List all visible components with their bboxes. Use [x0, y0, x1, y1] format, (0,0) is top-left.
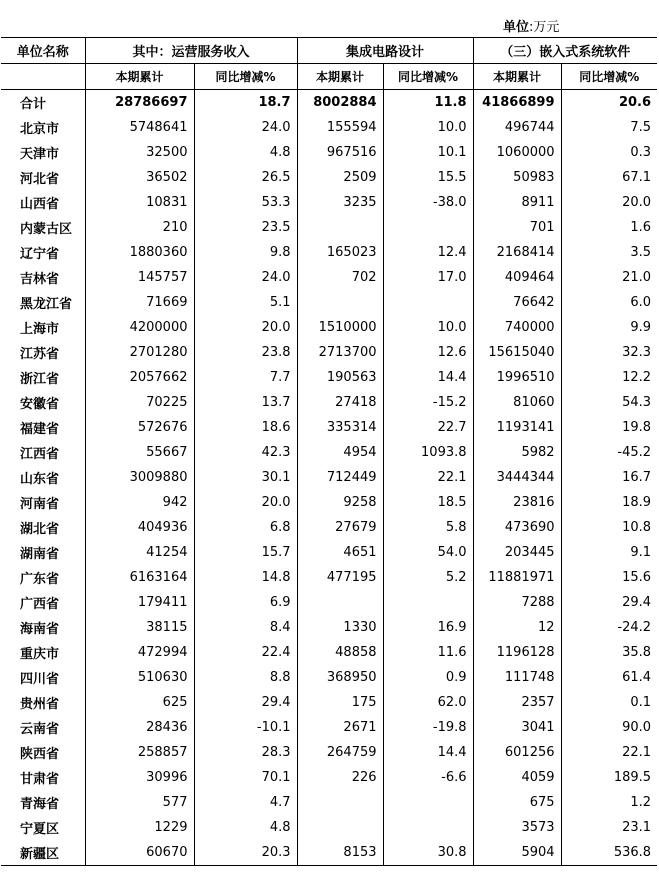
yoy-change-cell: 14.4 — [383, 365, 473, 390]
yoy-change-cell: 15.6 — [622, 570, 652, 585]
unit-value: 万元 — [533, 20, 560, 35]
yoy-change-cell: 24.0 — [194, 265, 297, 290]
yoy-change-cell: 4.8 — [194, 815, 297, 840]
cumulative-value-cell: 404936 — [85, 515, 194, 540]
cumulative-value-cell: 226 — [297, 765, 383, 790]
yoy-change-cell: 10.8 — [622, 520, 652, 535]
table-row — [1, 765, 657, 790]
cumulative-value-cell: 145757 — [85, 265, 194, 290]
region-name: 海南省 — [1, 615, 85, 640]
yoy-change-cell: 30.8 — [383, 840, 473, 866]
region-name: 山东省 — [1, 465, 85, 490]
table-row — [1, 490, 657, 515]
yoy-change-cell: 12.6 — [383, 340, 473, 365]
yoy-change-cell: 70.1 — [194, 765, 297, 790]
cumulative-value-cell: 28786697 — [85, 90, 194, 116]
yoy-change-cell: 536.8 — [561, 840, 657, 866]
cumulative-value-cell: 76642 — [473, 290, 561, 315]
cumulative-value-cell: 3573 — [473, 815, 561, 840]
yoy-change-cell: 21.0 — [622, 270, 652, 285]
yoy-change-cell: 18.7 — [194, 90, 297, 116]
cumulative-value-cell: 3009880 — [85, 465, 194, 490]
yoy-change-cell: 13.7 — [194, 390, 297, 415]
cumulative-value-cell: 210 — [85, 215, 194, 240]
cumulative-value-cell: 190563 — [297, 365, 383, 390]
cumulative-value-cell: 41866899 — [473, 90, 561, 116]
cumulative-value-cell: 3235 — [297, 190, 383, 215]
table-row — [1, 540, 657, 565]
yoy-change-cell: 4.7 — [194, 790, 297, 815]
cumulative-value-cell: 473690 — [473, 515, 561, 540]
cumulative-value-cell: 1996510 — [473, 365, 561, 390]
yoy-change-cell: 9.1 — [630, 545, 652, 560]
cumulative-value-cell: 81060 — [473, 390, 561, 415]
cumulative-value-cell: 8153 — [297, 840, 383, 866]
header-sub-cumulative: 本期累计 — [297, 64, 383, 90]
cumulative-value-cell: 27418 — [297, 390, 383, 415]
yoy-change-cell: 9.8 — [194, 240, 297, 265]
table-row — [1, 590, 657, 615]
cumulative-value-cell: 2509 — [297, 165, 383, 190]
cumulative-value-cell: 2168414 — [473, 240, 561, 265]
cumulative-value-cell: 2713700 — [297, 340, 383, 365]
cumulative-value-cell: 50983 — [473, 165, 561, 190]
yoy-change-cell: 1.2 — [630, 795, 652, 810]
cumulative-value-cell: 5982 — [473, 440, 561, 465]
cumulative-value-cell: 8911 — [473, 190, 561, 215]
header-group-ic-design: 集成电路设计 — [297, 38, 473, 64]
cumulative-value-cell: 942 — [85, 490, 194, 515]
region-name: 宁夏区 — [1, 815, 85, 840]
cumulative-value-cell: 70225 — [85, 390, 194, 415]
cumulative-value-cell: 9258 — [297, 490, 383, 515]
table-row — [1, 790, 657, 815]
yoy-change-cell: 24.0 — [194, 115, 297, 140]
unit-label: 单位 — [503, 20, 530, 35]
yoy-change-cell: 6.8 — [194, 515, 297, 540]
cumulative-value-cell: 8002884 — [297, 90, 383, 116]
cumulative-value-cell: 111748 — [473, 665, 561, 690]
yoy-change-cell: 22.4 — [194, 640, 297, 665]
table-row — [1, 115, 657, 140]
cumulative-value-cell — [297, 790, 383, 815]
yoy-change-cell: 5.2 — [383, 565, 473, 590]
cumulative-value-cell: 175 — [297, 690, 383, 715]
cumulative-value-cell: 409464 — [473, 265, 561, 290]
cumulative-value-cell: 1229 — [85, 815, 194, 840]
header-unit-name: 单位名称 — [1, 38, 85, 64]
region-name: 陕西省 — [1, 740, 85, 765]
region-name: 黑龙江省 — [1, 290, 85, 315]
statistics-table — [1, 37, 657, 866]
yoy-change-cell: 9.9 — [630, 320, 652, 335]
cumulative-value-cell: 1060000 — [473, 140, 561, 165]
region-name: 广西省 — [1, 590, 85, 615]
yoy-change-cell: -10.1 — [194, 715, 297, 740]
table-row — [1, 340, 657, 365]
cumulative-value-cell: 23816 — [473, 490, 561, 515]
cumulative-value-cell: 48858 — [297, 640, 383, 665]
cumulative-value-cell: 6163164 — [85, 565, 194, 590]
table-row — [1, 565, 657, 590]
yoy-change-cell: 62.0 — [383, 690, 473, 715]
cumulative-value-cell: 11881971 — [473, 565, 561, 590]
cumulative-value-cell: 179411 — [85, 590, 194, 615]
yoy-change-cell: 1.6 — [630, 220, 652, 235]
cumulative-value-cell: 203445 — [473, 540, 561, 565]
table-row — [1, 815, 657, 840]
table-row — [1, 615, 657, 640]
cumulative-value-cell: 967516 — [297, 140, 383, 165]
region-name: 江苏省 — [1, 340, 85, 365]
table-row — [1, 365, 657, 390]
table-row — [1, 740, 657, 765]
header-sub-cumulative: 本期累计 — [473, 64, 561, 90]
yoy-change-cell: 67.1 — [622, 170, 652, 185]
yoy-change-cell: 10.1 — [383, 140, 473, 165]
yoy-change-cell: 7.5 — [630, 120, 652, 135]
yoy-change-cell: 23.5 — [194, 215, 297, 240]
table-row — [1, 165, 657, 190]
header-sub-yoy: 同比增减% — [383, 64, 473, 90]
yoy-change-cell: 6.9 — [194, 590, 297, 615]
region-name: 新疆区 — [1, 840, 85, 866]
cumulative-value-cell — [297, 290, 383, 315]
table-row — [1, 415, 657, 440]
cumulative-value-cell: 335314 — [297, 415, 383, 440]
yoy-change-cell: 20.0 — [194, 315, 297, 340]
table-row — [1, 440, 657, 465]
cumulative-value-cell: 572676 — [85, 415, 194, 440]
yoy-change-cell: -19.8 — [383, 715, 473, 740]
cumulative-value-cell: 165023 — [297, 240, 383, 265]
yoy-change-cell: 14.8 — [194, 565, 297, 590]
table-row — [1, 665, 657, 690]
yoy-change-cell: 61.4 — [622, 670, 652, 685]
table-row — [1, 190, 657, 215]
region-name: 四川省 — [1, 665, 85, 690]
header-sub-yoy: 同比增减% — [194, 64, 297, 90]
total-row — [1, 90, 657, 116]
table-row — [1, 390, 657, 415]
cumulative-value-cell: 1196128 — [473, 640, 561, 665]
table-row — [1, 215, 657, 240]
yoy-change-cell: 11.6 — [383, 640, 473, 665]
yoy-change-cell — [383, 590, 473, 615]
cumulative-value-cell — [297, 590, 383, 615]
region-name: 浙江省 — [1, 365, 85, 390]
region-name: 福建省 — [1, 415, 85, 440]
table-row — [1, 515, 657, 540]
yoy-change-cell: 19.8 — [622, 420, 652, 435]
cumulative-value-cell: 258857 — [85, 740, 194, 765]
yoy-change-cell: 18.6 — [194, 415, 297, 440]
cumulative-value-cell: 1193141 — [473, 415, 561, 440]
cumulative-value-cell: 27679 — [297, 515, 383, 540]
yoy-change-cell: 35.8 — [622, 645, 652, 660]
region-name: 天津市 — [1, 140, 85, 165]
region-name: 青海省 — [1, 790, 85, 815]
yoy-change-cell: -45.2 — [617, 445, 652, 460]
cumulative-value-cell: 2701280 — [85, 340, 194, 365]
yoy-change-cell: 0.9 — [383, 665, 473, 690]
yoy-change-cell: 32.3 — [622, 345, 652, 360]
region-name: 吉林省 — [1, 265, 85, 290]
cumulative-value-cell — [297, 215, 383, 240]
cumulative-value-cell: 155594 — [297, 115, 383, 140]
yoy-change-cell: 14.4 — [383, 740, 473, 765]
yoy-change-cell: 90.0 — [622, 720, 652, 735]
cumulative-value-cell: 2357 — [473, 690, 561, 715]
cumulative-value-cell: 625 — [85, 690, 194, 715]
cumulative-value-cell: 477195 — [297, 565, 383, 590]
region-name: 湖北省 — [1, 515, 85, 540]
header-row-sub — [1, 64, 657, 90]
cumulative-value-cell: 15615040 — [473, 340, 561, 365]
region-name: 安徽省 — [1, 390, 85, 415]
cumulative-value-cell: 55667 — [85, 440, 194, 465]
yoy-change-cell: 22.7 — [383, 415, 473, 440]
yoy-change-cell — [383, 790, 473, 815]
region-name: 重庆市 — [1, 640, 85, 665]
yoy-change-cell: 0.3 — [630, 145, 652, 160]
yoy-change-cell: 16.7 — [622, 470, 652, 485]
yoy-change-cell: 30.1 — [194, 465, 297, 490]
cumulative-value-cell: 4651 — [297, 540, 383, 565]
yoy-change-cell: 22.1 — [622, 745, 652, 760]
yoy-change-cell: 5.8 — [383, 515, 473, 540]
unit-note — [503, 16, 559, 35]
yoy-change-cell: 10.0 — [383, 115, 473, 140]
cumulative-value-cell: 1510000 — [297, 315, 383, 340]
yoy-change-cell: 23.8 — [194, 340, 297, 365]
header-row-groups — [1, 38, 657, 64]
header-group-operation-service: 其中：运营服务收入 — [85, 38, 297, 64]
yoy-change-cell: 7.7 — [194, 365, 297, 390]
table-row — [1, 240, 657, 265]
cumulative-value-cell — [297, 815, 383, 840]
region-name: 内蒙古区 — [1, 215, 85, 240]
table-row — [1, 315, 657, 340]
yoy-change-cell: 17.0 — [383, 265, 473, 290]
yoy-change-cell: 20.3 — [194, 840, 297, 866]
cumulative-value-cell: 701 — [473, 215, 561, 240]
cumulative-value-cell: 10831 — [85, 190, 194, 215]
yoy-change-cell: 23.1 — [622, 820, 652, 835]
yoy-change-cell: 6.0 — [630, 295, 652, 310]
region-name: 河北省 — [1, 165, 85, 190]
unit-colon: : — [529, 20, 534, 35]
header-sub-yoy: 同比增减% — [561, 64, 657, 90]
cumulative-value-cell: 675 — [473, 790, 561, 815]
cumulative-value-cell: 702 — [297, 265, 383, 290]
yoy-change-cell: 42.3 — [194, 440, 297, 465]
yoy-change-cell: 0.1 — [630, 695, 652, 710]
cumulative-value-cell: 264759 — [297, 740, 383, 765]
region-name: 河南省 — [1, 490, 85, 515]
region-name: 合计 — [1, 90, 85, 116]
cumulative-value-cell: 3041 — [473, 715, 561, 740]
cumulative-value-cell: 2057662 — [85, 365, 194, 390]
cumulative-value-cell: 12 — [473, 615, 561, 640]
table-row — [1, 290, 657, 315]
yoy-change-cell: 28.3 — [194, 740, 297, 765]
yoy-change-cell: 26.5 — [194, 165, 297, 190]
yoy-change-cell: 20.0 — [622, 195, 652, 210]
table-row — [1, 265, 657, 290]
cumulative-value-cell: 4954 — [297, 440, 383, 465]
cumulative-value-cell: 577 — [85, 790, 194, 815]
yoy-change-cell: -38.0 — [383, 190, 473, 215]
cumulative-value-cell: 740000 — [473, 315, 561, 340]
table-row — [1, 640, 657, 665]
yoy-change-cell: 3.5 — [630, 245, 652, 260]
yoy-change-cell: 11.8 — [383, 90, 473, 116]
table-row — [1, 690, 657, 715]
cumulative-value-cell: 28436 — [85, 715, 194, 740]
cumulative-value-cell: 5904 — [473, 840, 561, 866]
region-name: 湖南省 — [1, 540, 85, 565]
header-sub-cumulative: 本期累计 — [85, 64, 194, 90]
region-name: 辽宁省 — [1, 240, 85, 265]
yoy-change-cell: -15.2 — [383, 390, 473, 415]
region-name: 江西省 — [1, 440, 85, 465]
yoy-change-cell: 22.1 — [383, 465, 473, 490]
cumulative-value-cell: 32500 — [85, 140, 194, 165]
yoy-change-cell: 29.4 — [622, 595, 652, 610]
cumulative-value-cell: 1330 — [297, 615, 383, 640]
region-name: 山西省 — [1, 190, 85, 215]
yoy-change-cell — [383, 290, 473, 315]
yoy-change-cell: 15.7 — [194, 540, 297, 565]
cumulative-value-cell: 712449 — [297, 465, 383, 490]
yoy-change-cell: 10.0 — [383, 315, 473, 340]
cumulative-value-cell: 36502 — [85, 165, 194, 190]
cumulative-value-cell: 472994 — [85, 640, 194, 665]
yoy-change-cell: 4.8 — [194, 140, 297, 165]
region-name: 北京市 — [1, 115, 85, 140]
yoy-change-cell: 20.0 — [194, 490, 297, 515]
yoy-change-cell: 1093.8 — [383, 440, 473, 465]
yoy-change-cell: 18.5 — [383, 490, 473, 515]
header-group-embedded-software: （三）嵌入式系统软件 — [473, 38, 657, 64]
cumulative-value-cell: 4200000 — [85, 315, 194, 340]
table-row — [1, 465, 657, 490]
yoy-change-cell: 5.1 — [194, 290, 297, 315]
yoy-change-cell: 8.8 — [194, 665, 297, 690]
region-name: 上海市 — [1, 315, 85, 340]
yoy-change-cell: 15.5 — [383, 165, 473, 190]
yoy-change-cell — [383, 815, 473, 840]
region-name: 广东省 — [1, 565, 85, 590]
cumulative-value-cell: 7288 — [473, 590, 561, 615]
cumulative-value-cell: 30996 — [85, 765, 194, 790]
table-row — [1, 715, 657, 740]
cumulative-value-cell: 510630 — [85, 665, 194, 690]
header-blank-cell — [1, 64, 85, 90]
yoy-change-cell: 54.3 — [622, 395, 652, 410]
yoy-change-cell: 16.9 — [383, 615, 473, 640]
cumulative-value-cell: 368950 — [297, 665, 383, 690]
yoy-change-cell — [383, 215, 473, 240]
cumulative-value-cell: 71669 — [85, 290, 194, 315]
region-name: 甘肃省 — [1, 765, 85, 790]
cumulative-value-cell: 41254 — [85, 540, 194, 565]
cumulative-value-cell: 2671 — [297, 715, 383, 740]
yoy-change-cell: 53.3 — [194, 190, 297, 215]
yoy-change-cell: 29.4 — [194, 690, 297, 715]
yoy-change-cell: 54.0 — [383, 540, 473, 565]
yoy-change-cell: 20.6 — [618, 95, 652, 110]
yoy-change-cell: 18.9 — [622, 495, 652, 510]
yoy-change-cell: -24.2 — [617, 620, 652, 635]
cumulative-value-cell: 3444344 — [473, 465, 561, 490]
region-name: 云南省 — [1, 715, 85, 740]
yoy-change-cell: 189.5 — [613, 770, 652, 785]
yoy-change-cell: 8.4 — [194, 615, 297, 640]
yoy-change-cell: -6.6 — [383, 765, 473, 790]
cumulative-value-cell: 1880360 — [85, 240, 194, 265]
region-name: 贵州省 — [1, 690, 85, 715]
cumulative-value-cell: 4059 — [473, 765, 561, 790]
cumulative-value-cell: 60670 — [85, 840, 194, 866]
table-body — [1, 90, 657, 866]
cumulative-value-cell: 38115 — [85, 615, 194, 640]
yoy-change-cell: 12.2 — [622, 370, 652, 385]
yoy-change-cell: 12.4 — [383, 240, 473, 265]
cumulative-value-cell: 601256 — [473, 740, 561, 765]
cumulative-value-cell: 496744 — [473, 115, 561, 140]
cumulative-value-cell: 5748641 — [85, 115, 194, 140]
table-row — [1, 140, 657, 165]
table-row — [1, 840, 657, 866]
